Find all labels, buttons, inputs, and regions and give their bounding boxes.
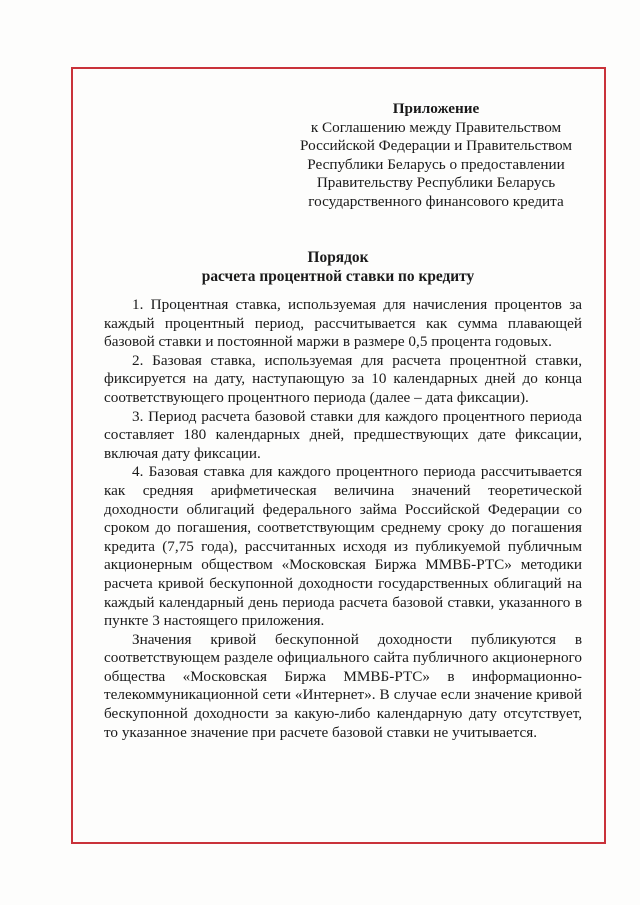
paragraph-1: 1. Процентная ставка, используемая для начисления процентов за каждый процентный период, рассчитывается как сумма плавающей базовой ставки и постоянной маржи в размере 0,5 процента годовых. [104, 296, 582, 351]
appendix-block [286, 100, 586, 212]
paragraph-2: 2. Базовая ставка, используемая для расчета процентной ставки, фиксируется на дату, наступающую за 10 календарных дней до конца соответствующего процентного периода (далее – дата фиксации). [104, 351, 582, 406]
heading-subtitle: расчета процентной ставки по кредиту [201, 268, 475, 285]
paragraph-3: 3. Период расчета базовой ставки для каждого процентного периода составляет 180 календарных дней, предшествующих дате фиксации, включая дату фиксации. [104, 407, 582, 462]
appendix-line: Правительству Республики Беларусь [316, 174, 556, 192]
document-heading [100, 248, 576, 286]
appendix-line: Российской Федерации и Правительством [300, 137, 572, 155]
appendix-line: к Соглашению между Правительством [310, 118, 562, 136]
paragraph-5: Значения кривой бескупонной доходности публикуются в соответствующем разделе официального сайта публичного акционерного общества «Московская Биржа ММВБ-РТС» в информационно-телекоммуникационной сети «Интернет». В случае если значение кривой бескупонной доходности за какую-либо календарную дату отсутствует, то указанное значение при расчете базовой ставки не учитывается. [104, 630, 582, 741]
appendix-line: Республики Беларусь о предоставлении [307, 155, 565, 173]
document-body [104, 296, 582, 742]
heading-title: Порядок [307, 249, 369, 266]
paragraph-4: 4. Базовая ставка для каждого процентного периода рассчитывается как средняя арифметическая величина значений теоретической доходности облигаций федерального займа Российской Федерации со сроком до погашения, соответствующим среднему сроку до погашения кредита (7,75 года), рассчитанных исходя из публикуемой публичным акционерным обществом «Московская Биржа ММВБ-РТС» методики расчета кривой бескупонной доходности государственных облигаций на каждый календарный день периода расчета базовой ставки, указанного в пункте 3 настоящего приложения. [104, 463, 582, 630]
appendix-title: Приложение [392, 100, 480, 117]
appendix-line: государственного финансового кредита [308, 192, 564, 210]
